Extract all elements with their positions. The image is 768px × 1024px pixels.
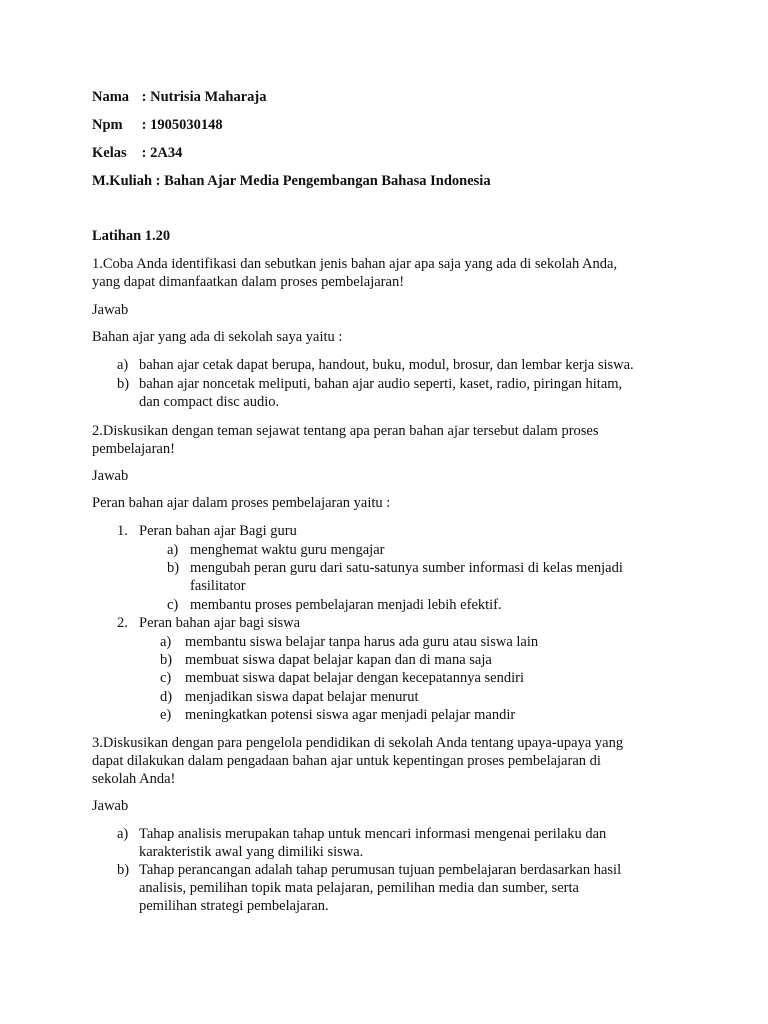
q3-item-b-line-1: Tahap perancangan adalah tahap perumusan tujuan pembelajaran berdasarkan hasil	[139, 862, 622, 878]
q3-item-b-line-2: analisis, pemilihan topik mata pelajaran, pemilihan media dan sumber, serta	[139, 880, 579, 896]
q2-g2-item-c-line-1: membuat siswa dapat belajar dengan kecepatannya sendiri	[185, 670, 525, 686]
q2-g1-item-c-marker: c)	[167, 597, 179, 613]
mkuliah-value: Bahan Ajar Media Pengembangan Bahasa Indonesia	[164, 173, 491, 189]
q3-line-2: dapat dilakukan dalam pengadaan bahan ajar untuk kepentingan proses pembelajaran di	[92, 753, 601, 769]
q1-line-2: yang dapat dimanfaatkan dalam proses pembelajaran!	[92, 274, 405, 290]
npm-value: 1905030148	[150, 117, 223, 133]
q2-g2-item-b-marker: b)	[160, 652, 173, 668]
q1-item-a-line-1: bahan ajar cetak dapat berupa, handout, buku, modul, brosur, dan lembar kerja siswa.	[139, 357, 634, 373]
exercise-title: Latihan 1.20	[92, 228, 171, 244]
q2-g2-item-a-line-1: membantu siswa belajar tanpa harus ada guru atau siswa lain	[185, 634, 539, 650]
nama-value: Nutrisia Maharaja	[150, 89, 267, 105]
q2-g2-item-e-marker: e)	[160, 707, 172, 723]
q2-g1-item-a-marker: a)	[167, 542, 179, 558]
q2-intro: Peran bahan ajar dalam proses pembelajaran yaitu :	[92, 495, 391, 511]
q2-group-2-marker: 2.	[117, 615, 128, 631]
q2-g1-item-c-line-1: membantu proses pembelajaran menjadi lebih efektif.	[190, 597, 502, 613]
npm-label: Npm	[92, 117, 123, 133]
q2-g2-item-b-line-1: membuat siswa dapat belajar kapan dan di mana saja	[185, 652, 492, 668]
q2-g2-item-c-marker: c)	[160, 670, 172, 686]
q3-item-b-marker: b)	[117, 862, 130, 878]
q2-g2-item-d-marker: d)	[160, 689, 173, 705]
q1-item-a-marker: a)	[117, 357, 129, 373]
q2-g2-item-e-line-1: meningkatkan potensi siswa agar menjadi pelajar mandir	[185, 707, 516, 723]
header-kelas	[92, 144, 182, 162]
q3-line-3: sekolah Anda!	[92, 771, 176, 787]
header-nama	[92, 88, 266, 106]
q3-item-a-marker: a)	[117, 826, 129, 842]
q1-answer-label: Jawab	[92, 302, 129, 318]
q2-group-1-label: Peran bahan ajar Bagi guru	[139, 523, 297, 539]
q3-item-a-line-1: Tahap analisis merupakan tahap untuk mencari informasi mengenai perilaku dan	[139, 826, 607, 842]
q2-g1-item-a-line-1: menghemat waktu guru mengajar	[190, 542, 385, 558]
mkuliah-sep: :	[155, 173, 161, 189]
nama-sep: :	[141, 89, 147, 105]
q2-line-1: 2.Diskusikan dengan teman sejawat tentang apa peran bahan ajar tersebut dalam proses	[92, 423, 599, 439]
q2-group-2-label: Peran bahan ajar bagi siswa	[139, 615, 301, 631]
nama-label: Nama	[92, 89, 130, 105]
kelas-value: 2A34	[150, 145, 183, 161]
q1-item-b-line-1: bahan ajar noncetak meliputi, bahan ajar audio seperti, kaset, radio, piringan hitam,	[139, 376, 623, 392]
q2-g1-item-b-line-2: fasilitator	[190, 578, 246, 594]
q3-line-1: 3.Diskusikan dengan para pengelola pendidikan di sekolah Anda tentang upaya-upaya yang	[92, 735, 624, 751]
q3-item-a-line-2: karakteristik awal yang dimiliki siswa.	[139, 844, 364, 860]
q1-item-b-line-2: dan compact disc audio.	[139, 394, 280, 410]
q2-g1-item-b-marker: b)	[167, 560, 180, 576]
mkuliah-label: M.Kuliah	[92, 173, 153, 189]
q1-line-1: 1.Coba Anda identifikasi dan sebutkan jenis bahan ajar apa saja yang ada di sekolah Anda,	[92, 256, 618, 272]
header-npm	[92, 116, 223, 134]
q2-g1-item-b-line-1: mengubah peran guru dari satu-satunya sumber informasi di kelas menjadi	[190, 560, 623, 576]
q2-g2-item-d-line-1: menjadikan siswa dapat belajar menurut	[185, 689, 419, 705]
q2-answer-label: Jawab	[92, 468, 129, 484]
q1-item-b-marker: b)	[117, 376, 130, 392]
npm-sep: :	[141, 117, 147, 133]
q2-g2-item-a-marker: a)	[160, 634, 172, 650]
q3-item-b-line-3: pemilihan strategi pembelajaran.	[139, 898, 329, 914]
header-mkuliah	[92, 172, 491, 190]
kelas-label: Kelas	[92, 145, 127, 161]
kelas-sep: :	[141, 145, 147, 161]
q3-answer-label: Jawab	[92, 798, 129, 814]
q2-line-2: pembelajaran!	[92, 441, 175, 457]
q1-intro: Bahan ajar yang ada di sekolah saya yaitu :	[92, 329, 343, 345]
q2-group-1-marker: 1.	[117, 523, 128, 539]
